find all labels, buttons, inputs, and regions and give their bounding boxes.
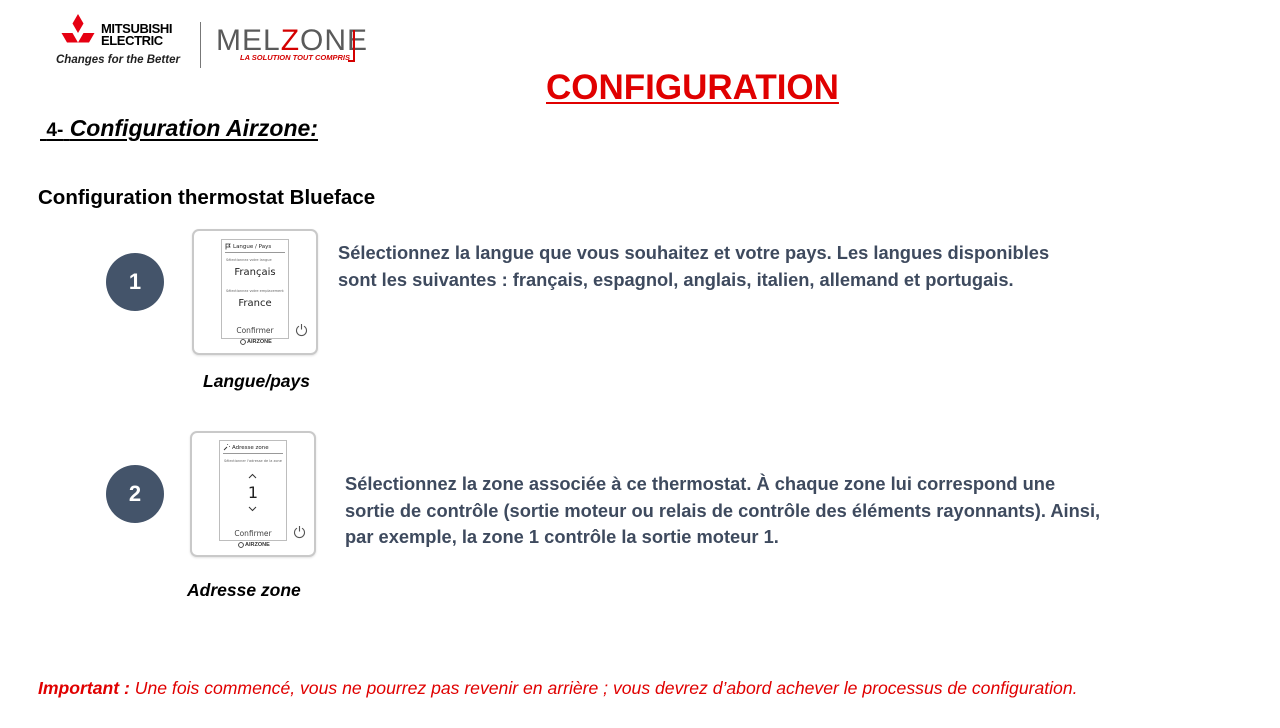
screen-title: Langue / Pays bbox=[225, 243, 271, 250]
page-title: CONFIGURATION bbox=[546, 68, 839, 107]
subheading: Configuration thermostat Blueface bbox=[38, 186, 376, 209]
screen-title: Adresse zone bbox=[223, 444, 269, 451]
screen-value-country: France bbox=[238, 298, 272, 309]
thermostat-screen bbox=[221, 239, 289, 339]
melzone-bracket bbox=[348, 30, 355, 62]
screen-label-zone: Sélectionner l'adresse de la zone bbox=[224, 459, 282, 463]
airzone-logo-icon bbox=[240, 339, 246, 345]
airzone-brand: AIRZONE bbox=[240, 339, 272, 345]
step-2-badge: 2 bbox=[106, 465, 164, 523]
step-2-caption: Adresse zone bbox=[187, 580, 301, 600]
thermostat-screen bbox=[219, 440, 287, 541]
flag-icon bbox=[225, 243, 231, 250]
melzone-tagline: LA SOLUTION TOUT COMPRIS bbox=[240, 53, 350, 62]
wrench-icon bbox=[223, 444, 230, 451]
screen-confirm: Confirmer bbox=[234, 529, 272, 538]
melzone-logo: MELZONE bbox=[216, 24, 369, 57]
mitsubishi-name: MITSUBISHI ELECTRIC bbox=[101, 21, 173, 48]
step-2-description: Sélectionnez la zone associée à ce thermostat. À chaque zone lui correspond une sortie de contrôle (sortie moteur ou relais de contrôle des éléments rayonnants). Ainsi, par exemple, la zone 1 contrôle la sortie moteur 1. bbox=[345, 473, 1101, 547]
mitsubishi-tagline: Changes for the Better bbox=[56, 54, 180, 66]
step-1-caption: Langue/pays bbox=[203, 371, 310, 391]
airzone-brand: AIRZONE bbox=[238, 542, 270, 548]
mitsubishi-diamonds-logo bbox=[56, 14, 100, 52]
power-icon bbox=[295, 323, 308, 337]
thermostat-zone-image bbox=[190, 431, 316, 557]
chevron-up-icon bbox=[248, 473, 257, 479]
screen-value-zone: 1 bbox=[247, 483, 259, 502]
step-1-description: Sélectionnez la langue que vous souhaitez et votre pays. Les langues disponibles sont les suivantes : français, espagnol, anglais, italien, allemand et portugais. bbox=[338, 242, 1050, 290]
screen-value-language: Français bbox=[234, 267, 276, 278]
screen-label-language: Sélectionnez votre langue bbox=[226, 258, 272, 262]
logo-divider bbox=[200, 22, 201, 68]
screen-label-location: Sélectionnez votre emplacement bbox=[226, 289, 284, 293]
screen-confirm: Confirmer bbox=[236, 326, 274, 335]
power-icon bbox=[293, 525, 306, 539]
important-note: Important : Une fois commencé, vous ne pourrez pas revenir en arrière ; vous devrez d’abord achever le processus de configuration. bbox=[38, 678, 1078, 698]
airzone-logo-icon bbox=[238, 542, 244, 548]
thermostat-language-image bbox=[192, 229, 318, 355]
section-title: 4- Configuration Airzone: bbox=[46, 115, 318, 141]
step-1-badge: 1 bbox=[106, 253, 164, 311]
chevron-down-icon bbox=[248, 506, 257, 512]
